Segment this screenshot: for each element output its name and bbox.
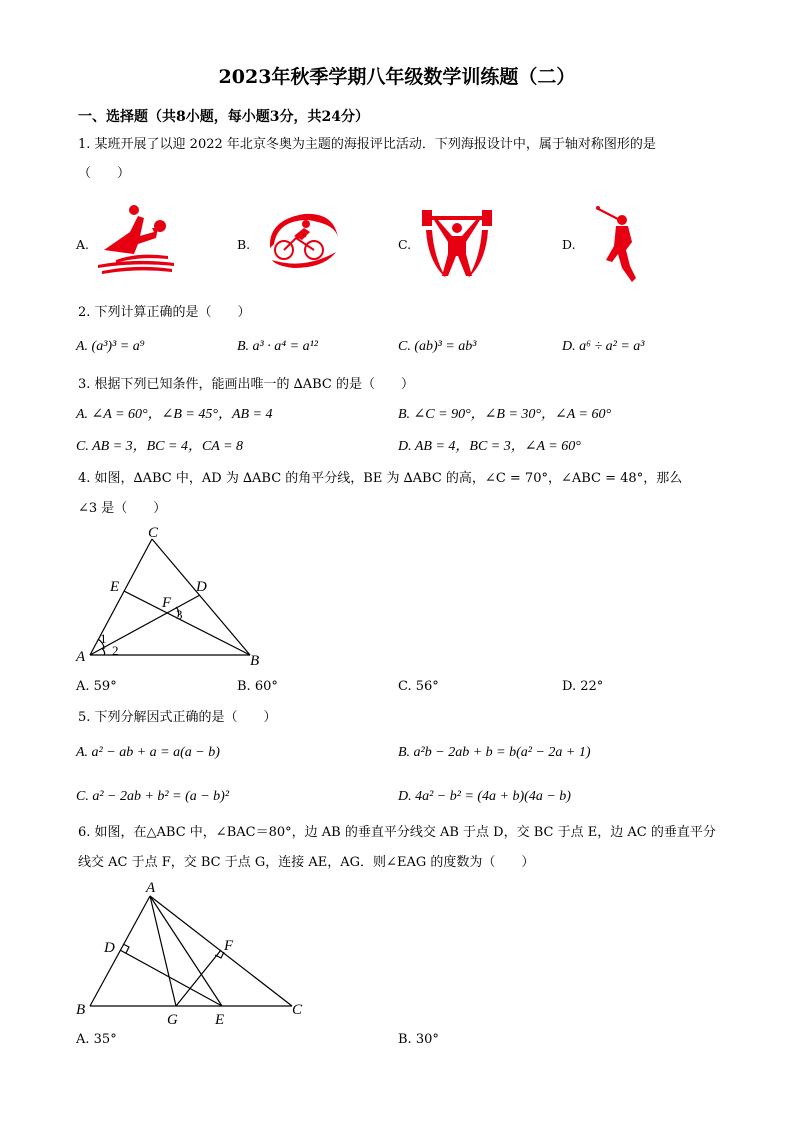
- q3-option-c: C. AB = 3，BC = 4，CA = 8: [76, 439, 244, 454]
- q2-option-a: A. (a³)³ = a⁹: [76, 339, 145, 354]
- q5-option-a: A. a² − ab + a = a(a − b): [76, 745, 220, 760]
- page-title: 2023年秋季学期八年级数学训练题（二）: [218, 66, 576, 88]
- q2-stem: 2. 下列计算正确的是（ ）: [78, 305, 251, 320]
- q2-option-d: D. a⁶ ÷ a² = a³: [562, 339, 645, 354]
- section-heading: 一、选择题（共8小题，每小题3分，共24分）: [78, 109, 369, 125]
- q6-label-c: C: [292, 1002, 303, 1018]
- q4-option-d: D. 22°: [562, 679, 604, 694]
- q4-option-c: C. 56°: [398, 679, 439, 694]
- q6-stem: 6. 如图，在△ABC 中，∠BAC＝80°，边 AB 的垂直平分线交 AB 于点 D，交 BC 于点 E，边 AC 的垂直平分: [78, 825, 716, 840]
- q4-triangle-figure: [70, 525, 280, 675]
- q5-option-c: C. a² − 2ab + b² = (a − b)²: [76, 789, 230, 804]
- q6-stem-line2: 线交 AC 于点 F，交 BC 于点 G，连接 AE，AG．则∠EAG 的度数为（ ）: [78, 855, 535, 870]
- q6-label-a: A: [146, 880, 156, 896]
- q4-label-2: 2: [112, 643, 119, 658]
- q4-label-f: F: [162, 595, 172, 611]
- q2-option-c: C. (ab)³ = ab³: [398, 339, 477, 354]
- q1-option-b-label: B.: [237, 237, 251, 252]
- volleyball-player-icon: [94, 202, 178, 274]
- q3-option-b: B. ∠C = 90°，∠B = 30°，∠A = 60°: [398, 407, 612, 422]
- q6-label-b: B: [76, 1002, 86, 1018]
- q4-label-b: B: [250, 653, 260, 669]
- q5-option-b: B. a²b − 2ab + b = b(a² − 2a + 1): [398, 745, 591, 760]
- q6-label-d: D: [104, 940, 115, 956]
- q4-option-b: B. 60°: [237, 679, 278, 694]
- q6-triangle-figure: [70, 878, 320, 1028]
- q3-option-a: A. ∠A = 60°，∠B = 45°，AB = 4: [76, 407, 273, 422]
- q5-option-d: D. 4a² − b² = (4a + b)(4a − b): [398, 789, 571, 804]
- q4-label-c: C: [148, 525, 159, 541]
- q6-option-b: B. 30°: [398, 1032, 439, 1047]
- q4-label-3: 3: [176, 607, 183, 622]
- q1-stem: 1. 某班开展了以迎 2022 年北京冬奥为主题的海报评比活动．下列海报设计中，属于轴对称图形的是: [78, 137, 656, 152]
- weightlifter-icon: [420, 204, 494, 280]
- q4-label-e: E: [110, 579, 120, 595]
- q1-option-d-label: D.: [562, 237, 576, 252]
- q6-label-e: E: [215, 1012, 225, 1028]
- q3-option-d: D. AB = 4，BC = 3，∠A = 60°: [398, 439, 581, 454]
- q6-option-a: A. 35°: [76, 1032, 117, 1047]
- q3-stem: 3. 根据下列已知条件，能画出唯一的 ∆ABC 的是（ ）: [78, 377, 415, 392]
- q4-label-a: A: [76, 649, 86, 665]
- q4-stem-line2: ∠3 是（ ）: [78, 501, 167, 516]
- golfer-icon: [596, 204, 642, 284]
- q4-stem: 4. 如图，∆ABC 中，AD 为 ∆ABC 的角平分线，BE 为 ∆ABC 的高，∠C = 70°，∠ABC = 48°，那么: [78, 471, 683, 486]
- q4-label-1: 1: [100, 631, 107, 646]
- q1-stem-paren: （ ）: [78, 166, 131, 181]
- q4-option-a: A. 59°: [76, 679, 117, 694]
- q6-label-f: F: [224, 938, 234, 954]
- q4-label-d: D: [196, 579, 207, 595]
- q6-label-g: G: [167, 1012, 178, 1028]
- q2-option-b: B. a³ · a⁴ = a¹²: [237, 339, 318, 354]
- q1-option-c-label: C.: [398, 237, 412, 252]
- q1-option-a-label: A.: [76, 237, 90, 252]
- cyclist-icon: [264, 210, 340, 270]
- q5-stem: 5. 下列分解因式正确的是（ ）: [78, 710, 277, 725]
